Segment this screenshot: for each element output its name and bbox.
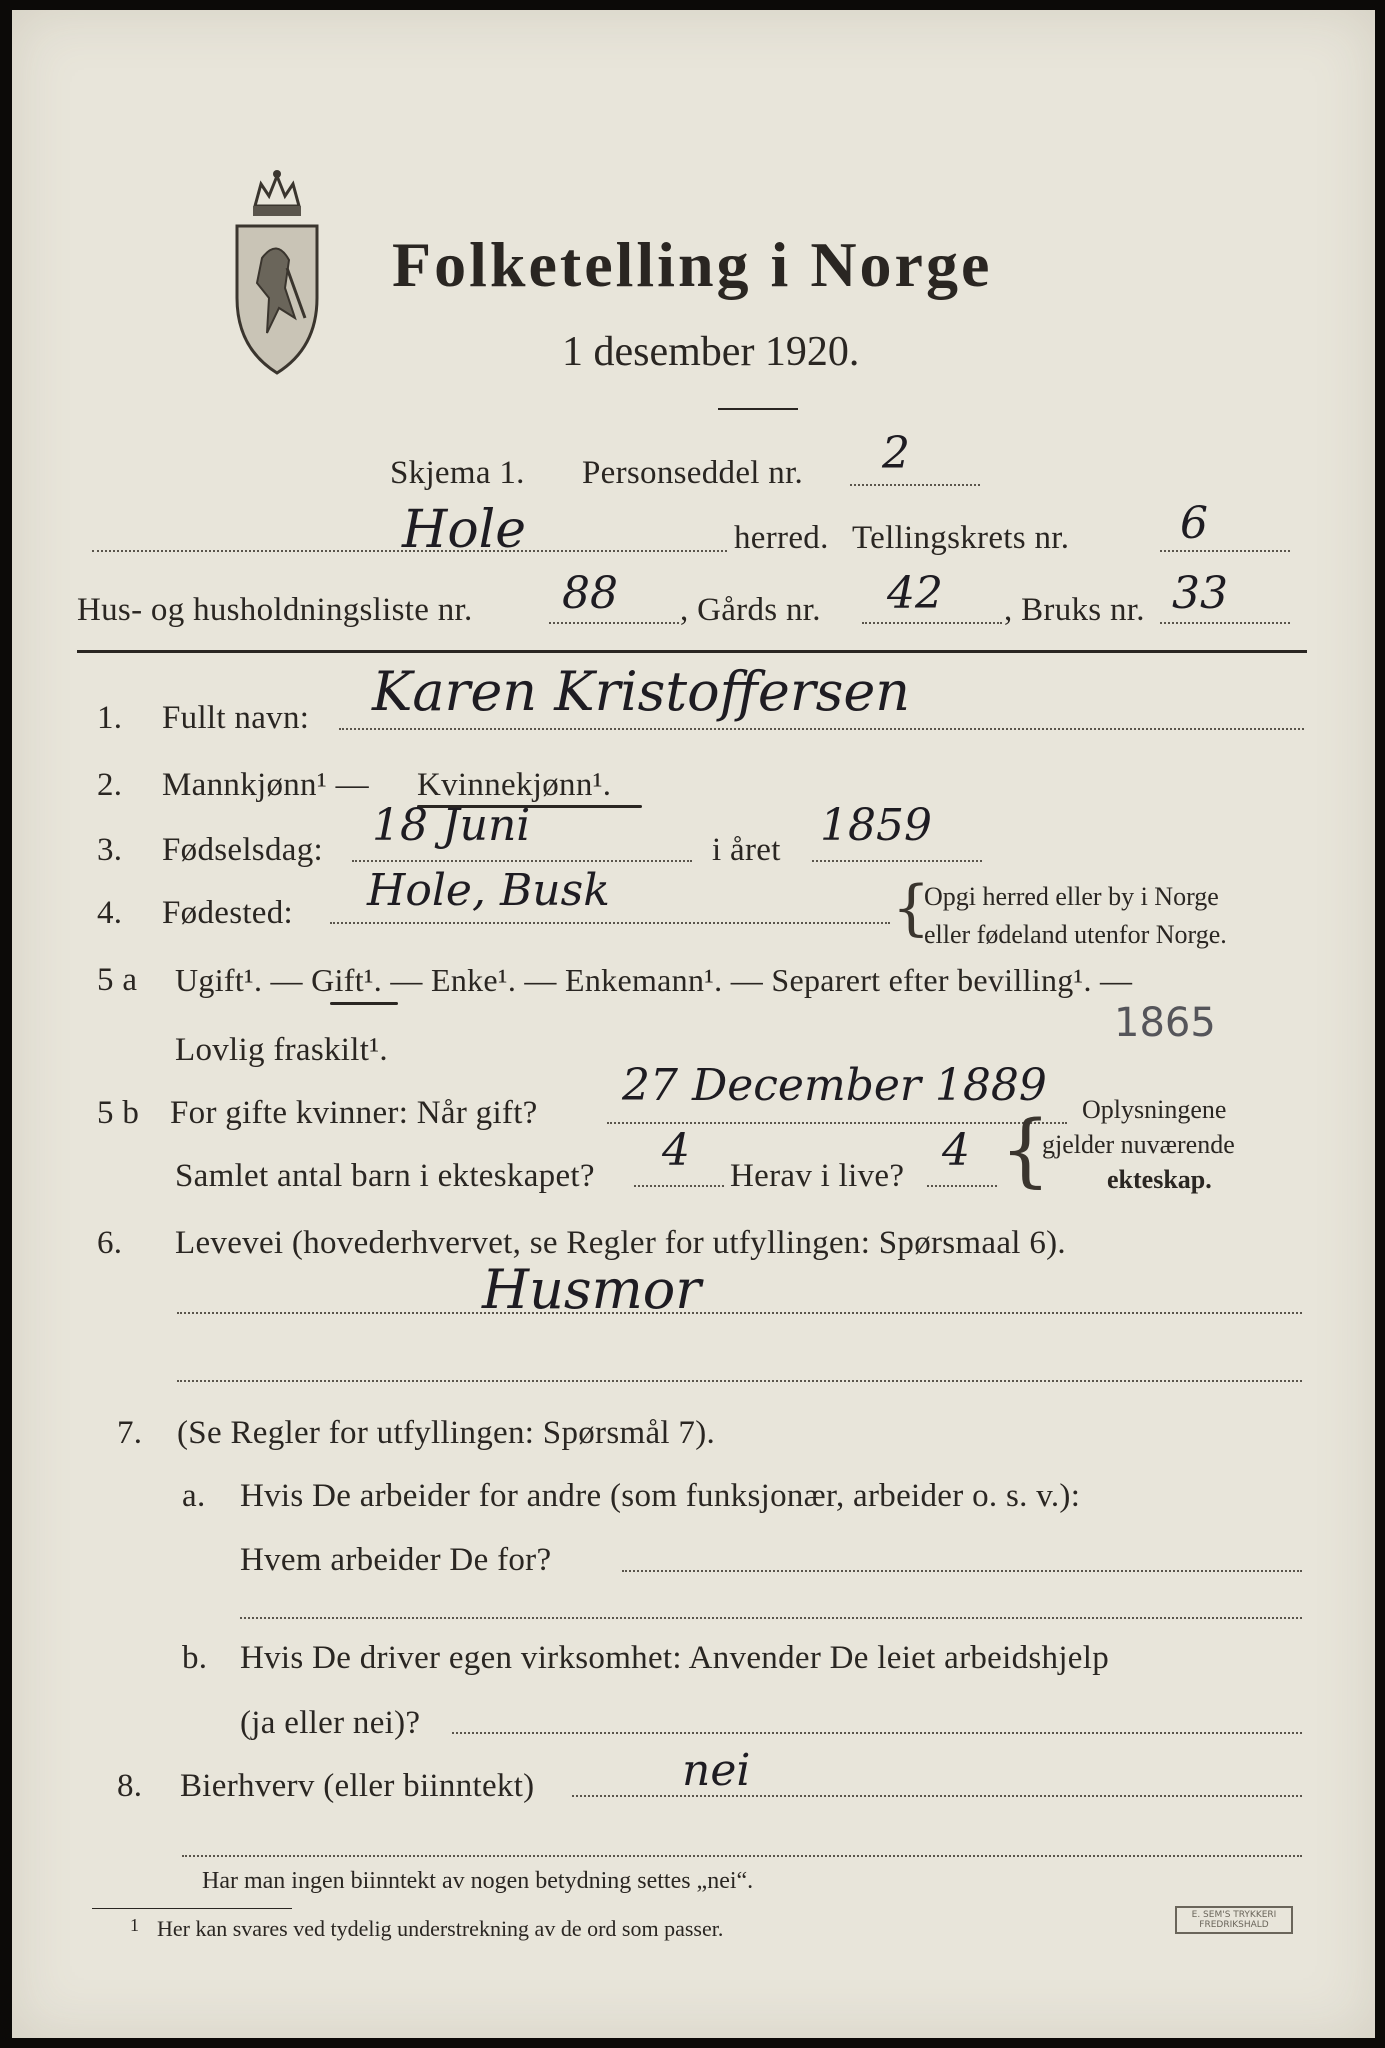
q6-number: 6. [97, 1225, 123, 1261]
tellingskrets-line [1160, 550, 1290, 552]
q4-note-line1: Opgi herred eller by i Norge [924, 882, 1219, 911]
bruks-label: , Bruks nr. [1004, 592, 1145, 628]
q5b-children-line [634, 1185, 724, 1187]
q3-label: Fødselsdag: [162, 832, 323, 868]
q1-line [339, 728, 1304, 730]
herred-label: herred. [734, 520, 829, 556]
q7a-label: Hvis De arbeider for andre (som funksjonær, arbeider o. s. v.): [240, 1478, 1081, 1514]
stamp-line2: FREDRIKSHALD [1199, 1920, 1269, 1930]
hus-label: Hus- og husholdningsliste nr. [77, 592, 473, 628]
q2-option-male[interactable]: Mannkjønn¹ — [162, 767, 369, 803]
q8-number: 8. [117, 1768, 143, 1804]
tellingskrets-label: Tellingskrets nr. [852, 520, 1070, 556]
q1-number: 1. [97, 700, 123, 736]
q1-value[interactable]: Karen Kristoffersen [372, 660, 911, 723]
q5b-children-value[interactable]: 4 [662, 1125, 690, 1176]
q4-brace: { [892, 873, 931, 943]
q4-label: Fødested: [162, 895, 294, 931]
footnote-mark: 1 [130, 1915, 139, 1935]
q4-line [330, 922, 890, 924]
q5b-children-label: Samlet antal barn i ekteskapet? [175, 1158, 595, 1194]
q5b-value[interactable]: 27 December 1889 [622, 1060, 1047, 1111]
q7b-number: b. [182, 1640, 208, 1676]
tellingskrets-value[interactable]: 6 [1180, 498, 1208, 549]
q3-line [352, 860, 692, 862]
bruks-line [1160, 622, 1290, 624]
printer-stamp [1175, 1906, 1293, 1934]
stamp-line1: E. SEM'S TRYKKERI [1191, 1910, 1277, 1920]
q2-number: 2. [97, 767, 123, 803]
herred-value[interactable]: Hole [402, 500, 527, 560]
bruks-value[interactable]: 33 [1172, 568, 1228, 619]
personseddel-line [850, 484, 980, 486]
q6-line-1 [177, 1312, 1302, 1314]
q8-line-2 [182, 1855, 1302, 1857]
personseddel-value[interactable]: 2 [882, 428, 910, 479]
q5b-brace: { [1000, 1103, 1051, 1196]
skjema-label: Skjema 1. [390, 455, 525, 491]
q3-year-label: i året [712, 832, 781, 868]
q5b-line [607, 1122, 1067, 1124]
form-title: Folketelling i Norge [392, 229, 993, 300]
q5a-options-2[interactable]: Lovlig fraskilt¹. [175, 1032, 388, 1068]
q7a-line-2 [240, 1617, 1302, 1619]
q5a-gift-underline [330, 1002, 398, 1005]
q5b-note-line3: ekteskap. [1107, 1165, 1212, 1194]
q7-label: (Se Regler for utfyllingen: Spørsmål 7). [177, 1415, 716, 1451]
footer-divider [92, 1908, 292, 1909]
hus-line [549, 622, 679, 624]
q5b-label: For gifte kvinner: Når gift? [170, 1095, 538, 1131]
q6-value[interactable]: Husmor [482, 1258, 702, 1321]
q5b-note-line2: gjelder nuværende [1042, 1130, 1235, 1159]
coat-of-arms-icon [227, 168, 327, 378]
footnote-text: Her kan svares ved tydelig understrekning av de ord som passer. [157, 1916, 724, 1941]
hus-value[interactable]: 88 [562, 568, 618, 619]
q7b-label-2: (ja eller nei)? [240, 1705, 421, 1741]
q8-value[interactable]: nei [682, 1745, 751, 1796]
q5b-alive-value[interactable]: 4 [942, 1125, 970, 1176]
title-divider [718, 408, 798, 410]
q1-label: Fullt navn: [162, 700, 310, 736]
gards-line [862, 622, 1002, 624]
q7a-line-1 [622, 1570, 1302, 1572]
census-form-sheet [12, 10, 1375, 2038]
q3-number: 3. [97, 832, 123, 868]
q4-note-line2: eller fødeland utenfor Norge. [924, 920, 1227, 949]
q5b-alive-line [927, 1185, 997, 1187]
q3-value[interactable]: 18 Juni [372, 800, 531, 851]
q7a-label-2: Hvem arbeider De for? [240, 1542, 552, 1578]
footer-note: Har man ingen biinntekt av nogen betydning settes „nei“. [202, 1868, 754, 1894]
q5b-alive-label: Herav i live? [730, 1158, 905, 1194]
q4-number: 4. [97, 895, 123, 931]
q7b-label: Hvis De driver egen virksomhet: Anvender De leiet arbeidshjelp [240, 1640, 1110, 1676]
q3-year-line [812, 860, 982, 862]
q5a-number: 5 a [97, 962, 138, 998]
q5b-note-line1: Oplysningene [1082, 1095, 1227, 1124]
header-divider [77, 650, 1307, 653]
q3-year-value[interactable]: 1859 [820, 800, 932, 851]
q4-value[interactable]: Hole, Busk [367, 865, 610, 916]
q7a-number: a. [182, 1478, 206, 1514]
gards-label: , Gårds nr. [680, 592, 821, 628]
q5a-margin-note: 1865 [1114, 1000, 1216, 1046]
q7-number: 7. [117, 1415, 143, 1451]
q6-line-2 [177, 1380, 1302, 1382]
q7b-line [452, 1732, 1302, 1734]
q5b-number: 5 b [97, 1095, 140, 1131]
q6-label: Levevei (hovederhvervet, se Regler for utfyllingen: Spørsmaal 6). [175, 1225, 1066, 1261]
form-date: 1 desember 1920. [562, 329, 860, 375]
personseddel-label: Personseddel nr. [582, 455, 804, 491]
gards-value[interactable]: 42 [887, 568, 943, 619]
q5a-options[interactable]: Ugift¹. — Gift¹. — Enke¹. — Enkemann¹. — Separert efter bevilling¹. — [175, 962, 1133, 998]
q2-option-female[interactable]: Kvinnekjønn¹. [417, 767, 612, 803]
q8-label: Bierhverv (eller biinntekt) [180, 1768, 535, 1804]
